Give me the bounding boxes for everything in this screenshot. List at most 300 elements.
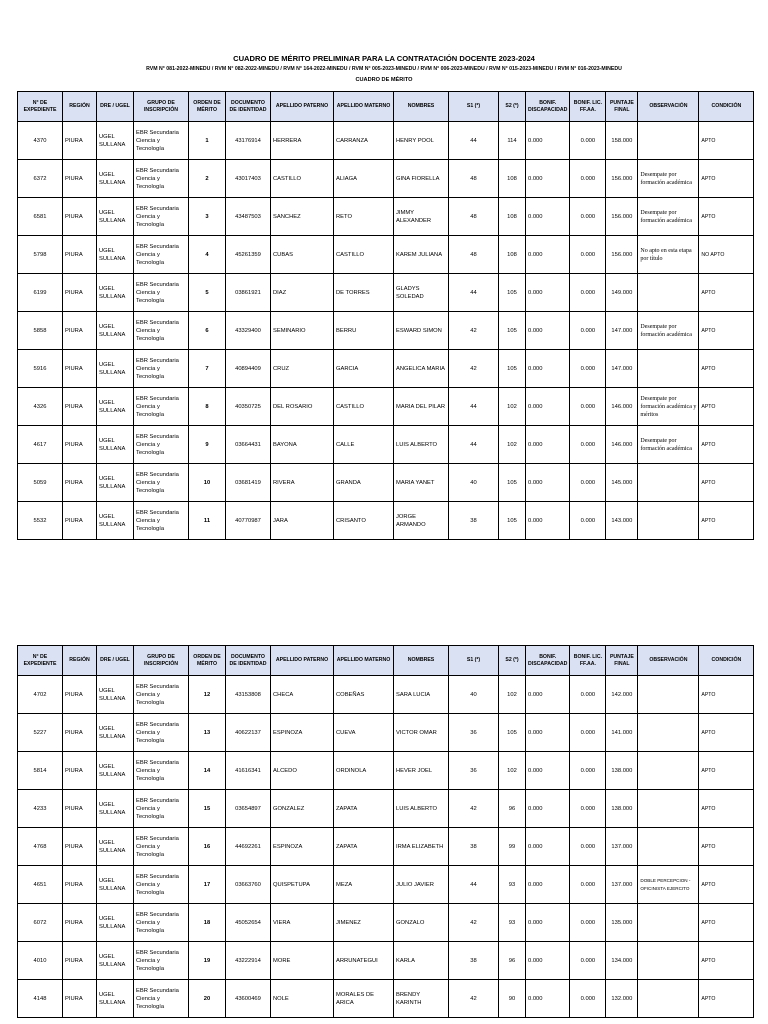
condicion-cell: APTO <box>699 942 754 980</box>
observacion-cell <box>638 676 699 714</box>
s1-cell: 36 <box>449 714 499 752</box>
apellido-paterno-cell: JARA <box>271 502 334 540</box>
table-row <box>18 236 754 274</box>
ugel-cell: UGEL SULLANA <box>97 790 134 828</box>
grupo-cell: EBR Secundaria Ciencia y Tecnología <box>134 426 189 464</box>
expediente-cell: 4148 <box>18 980 63 1018</box>
region-cell: PIURA <box>63 426 97 464</box>
table-row <box>18 904 754 942</box>
puntaje-cell: 142.000 <box>606 676 638 714</box>
documento-cell: 03861921 <box>226 274 271 312</box>
bonif-discapacidad-cell: 0.000 <box>526 122 570 160</box>
region-cell: PIURA <box>63 198 97 236</box>
orden-cell: 15 <box>189 790 226 828</box>
puntaje-cell: 137.000 <box>606 866 638 904</box>
condicion-cell: APTO <box>699 426 754 464</box>
expediente-cell: 5858 <box>18 312 63 350</box>
ugel-cell: UGEL SULLANA <box>97 714 134 752</box>
puntaje-cell: 137.000 <box>606 828 638 866</box>
documento-cell: 41616341 <box>226 752 271 790</box>
s1-cell: 38 <box>449 942 499 980</box>
apellido-materno-cell: MEZA <box>334 866 394 904</box>
observacion-cell <box>638 350 699 388</box>
puntaje-cell: 147.000 <box>606 312 638 350</box>
apellido-paterno-cell: ESPINOZA <box>271 714 334 752</box>
bonif-ffaa-cell: 0.000 <box>570 942 606 980</box>
condicion-cell: APTO <box>699 122 754 160</box>
condicion-cell: APTO <box>699 274 754 312</box>
s1-cell: 48 <box>449 198 499 236</box>
puntaje-cell: 141.000 <box>606 714 638 752</box>
s1-cell: 48 <box>449 160 499 198</box>
ugel-cell: UGEL SULLANA <box>97 464 134 502</box>
ugel-cell: UGEL SULLANA <box>97 676 134 714</box>
puntaje-cell: 149.000 <box>606 274 638 312</box>
region-cell: PIURA <box>63 790 97 828</box>
table-row <box>18 426 754 464</box>
condicion-cell: APTO <box>699 714 754 752</box>
documento-cell: 40350725 <box>226 388 271 426</box>
expediente-cell: 4326 <box>18 388 63 426</box>
orden-cell: 5 <box>189 274 226 312</box>
s2-cell: 105 <box>499 350 526 388</box>
bonif-ffaa-cell: 0.000 <box>570 426 606 464</box>
table-row <box>18 464 754 502</box>
observacion-cell: Desempate por formación académica <box>638 198 699 236</box>
condicion-cell: APTO <box>699 866 754 904</box>
nombres-cell: HEVER JOEL <box>394 752 449 790</box>
table-header-row <box>18 92 754 122</box>
apellido-paterno-cell: ESPINOZA <box>271 828 334 866</box>
nombres-cell: MARIA DEL PILAR <box>394 388 449 426</box>
column-header: DRE / UGEL <box>97 92 134 122</box>
observacion-cell: Desempate por formación académica y méritos <box>638 388 699 426</box>
ugel-cell: UGEL SULLANA <box>97 274 134 312</box>
apellido-materno-cell: ORDINOLA <box>334 752 394 790</box>
condicion-cell: APTO <box>699 464 754 502</box>
s2-cell: 105 <box>499 464 526 502</box>
column-header: S1 (*) <box>449 646 499 676</box>
table-row <box>18 828 754 866</box>
expediente-cell: 5059 <box>18 464 63 502</box>
column-header: N° DE EXPEDIENTE <box>18 646 63 676</box>
bonif-ffaa-cell: 0.000 <box>570 502 606 540</box>
table-header-row <box>18 646 754 676</box>
nombres-cell: SARA LUCIA <box>394 676 449 714</box>
puntaje-cell: 146.000 <box>606 426 638 464</box>
orden-cell: 20 <box>189 980 226 1018</box>
apellido-paterno-cell: DEL ROSARIO <box>271 388 334 426</box>
region-cell: PIURA <box>63 236 97 274</box>
observacion-cell <box>638 790 699 828</box>
expediente-cell: 4233 <box>18 790 63 828</box>
grupo-cell: EBR Secundaria Ciencia y Tecnología <box>134 198 189 236</box>
apellido-paterno-cell: VIERA <box>271 904 334 942</box>
table-row <box>18 388 754 426</box>
condicion-cell: APTO <box>699 752 754 790</box>
s1-cell: 36 <box>449 752 499 790</box>
expediente-cell: 6199 <box>18 274 63 312</box>
column-header: DOCUMENTO DE IDENTIDAD <box>226 646 271 676</box>
observacion-cell <box>638 904 699 942</box>
column-header: S1 (*) <box>449 92 499 122</box>
ugel-cell: UGEL SULLANA <box>97 198 134 236</box>
bonif-ffaa-cell: 0.000 <box>570 350 606 388</box>
column-header: GRUPO DE INSCRIPCIÓN <box>134 92 189 122</box>
apellido-materno-cell: CALLE <box>334 426 394 464</box>
expediente-cell: 4768 <box>18 828 63 866</box>
orden-cell: 1 <box>189 122 226 160</box>
puntaje-cell: 156.000 <box>606 198 638 236</box>
apellido-paterno-cell: CASTILLO <box>271 160 334 198</box>
apellido-paterno-cell: MORE <box>271 942 334 980</box>
table-row <box>18 942 754 980</box>
column-header: DOCUMENTO DE IDENTIDAD <box>226 92 271 122</box>
orden-cell: 6 <box>189 312 226 350</box>
expediente-cell: 5798 <box>18 236 63 274</box>
s1-cell: 48 <box>449 236 499 274</box>
ugel-cell: UGEL SULLANA <box>97 236 134 274</box>
puntaje-cell: 146.000 <box>606 388 638 426</box>
s1-cell: 44 <box>449 866 499 904</box>
bonif-ffaa-cell: 0.000 <box>570 866 606 904</box>
s1-cell: 44 <box>449 122 499 160</box>
bonif-discapacidad-cell: 0.000 <box>526 904 570 942</box>
nombres-cell: LUIS ALBERTO <box>394 426 449 464</box>
apellido-materno-cell: ALIAGA <box>334 160 394 198</box>
expediente-cell: 6372 <box>18 160 63 198</box>
documento-cell: 43487503 <box>226 198 271 236</box>
orden-cell: 12 <box>189 676 226 714</box>
grupo-cell: EBR Secundaria Ciencia y Tecnología <box>134 980 189 1018</box>
documento-cell: 44692261 <box>226 828 271 866</box>
documento-cell: 43222914 <box>226 942 271 980</box>
bonif-ffaa-cell: 0.000 <box>570 676 606 714</box>
ugel-cell: UGEL SULLANA <box>97 904 134 942</box>
apellido-paterno-cell: GONZALEZ <box>271 790 334 828</box>
region-cell: PIURA <box>63 122 97 160</box>
column-header: CONDICIÓN <box>699 92 754 122</box>
s1-cell: 42 <box>449 350 499 388</box>
documento-cell: 43153808 <box>226 676 271 714</box>
condicion-cell: APTO <box>699 312 754 350</box>
column-header: S2 (*) <box>499 92 526 122</box>
documento-cell: 03663760 <box>226 866 271 904</box>
condicion-cell: APTO <box>699 198 754 236</box>
bonif-discapacidad-cell: 0.000 <box>526 312 570 350</box>
observacion-cell <box>638 942 699 980</box>
nombres-cell: BRENDY KARINTH <box>394 980 449 1018</box>
bonif-ffaa-cell: 0.000 <box>570 122 606 160</box>
expediente-cell: 5532 <box>18 502 63 540</box>
s2-cell: 108 <box>499 198 526 236</box>
bonif-discapacidad-cell: 0.000 <box>526 464 570 502</box>
documento-cell: 43017403 <box>226 160 271 198</box>
grupo-cell: EBR Secundaria Ciencia y Tecnología <box>134 866 189 904</box>
expediente-cell: 4702 <box>18 676 63 714</box>
observacion-cell <box>638 464 699 502</box>
bonif-ffaa-cell: 0.000 <box>570 388 606 426</box>
region-cell: PIURA <box>63 274 97 312</box>
expediente-cell: 4617 <box>18 426 63 464</box>
puntaje-cell: 138.000 <box>606 790 638 828</box>
column-header: BONIF. DISCAPACIDAD <box>526 92 570 122</box>
bonif-ffaa-cell: 0.000 <box>570 828 606 866</box>
condicion-cell: APTO <box>699 502 754 540</box>
bonif-discapacidad-cell: 0.000 <box>526 866 570 904</box>
bonif-discapacidad-cell: 0.000 <box>526 752 570 790</box>
apellido-materno-cell: JIMENEZ <box>334 904 394 942</box>
apellido-materno-cell: CASTILLO <box>334 388 394 426</box>
documento-cell: 03681419 <box>226 464 271 502</box>
region-cell: PIURA <box>63 714 97 752</box>
region-cell: PIURA <box>63 676 97 714</box>
orden-cell: 10 <box>189 464 226 502</box>
grupo-cell: EBR Secundaria Ciencia y Tecnología <box>134 676 189 714</box>
puntaje-cell: 147.000 <box>606 350 638 388</box>
table-row <box>18 350 754 388</box>
bonif-ffaa-cell: 0.000 <box>570 980 606 1018</box>
ugel-cell: UGEL SULLANA <box>97 752 134 790</box>
bonif-discapacidad-cell: 0.000 <box>526 790 570 828</box>
nombres-cell: LUIS ALBERTO <box>394 790 449 828</box>
ugel-cell: UGEL SULLANA <box>97 828 134 866</box>
table-row <box>18 502 754 540</box>
document-section-title: CUADRO DE MÉRITO <box>355 77 413 83</box>
documento-cell: 03654897 <box>226 790 271 828</box>
region-cell: PIURA <box>63 752 97 790</box>
condicion-cell: APTO <box>699 904 754 942</box>
s1-cell: 42 <box>449 904 499 942</box>
condicion-cell: NO APTO <box>699 236 754 274</box>
orden-cell: 8 <box>189 388 226 426</box>
s2-cell: 102 <box>499 752 526 790</box>
s2-cell: 105 <box>499 714 526 752</box>
table-row <box>18 714 754 752</box>
ugel-cell: UGEL SULLANA <box>97 312 134 350</box>
expediente-cell: 5227 <box>18 714 63 752</box>
condicion-cell: APTO <box>699 160 754 198</box>
apellido-materno-cell: RETO <box>334 198 394 236</box>
orden-cell: 14 <box>189 752 226 790</box>
bonif-ffaa-cell: 0.000 <box>570 752 606 790</box>
s2-cell: 99 <box>499 828 526 866</box>
nombres-cell: HENRY POOL <box>394 122 449 160</box>
region-cell: PIURA <box>63 160 97 198</box>
documento-cell: 03664431 <box>226 426 271 464</box>
bonif-discapacidad-cell: 0.000 <box>526 426 570 464</box>
apellido-paterno-cell: ALCEDO <box>271 752 334 790</box>
orden-cell: 16 <box>189 828 226 866</box>
column-header: APELLIDO PATERNO <box>271 646 334 676</box>
apellido-materno-cell: GARCIA <box>334 350 394 388</box>
apellido-materno-cell: CARRANZA <box>334 122 394 160</box>
apellido-paterno-cell: HERRERA <box>271 122 334 160</box>
documento-cell: 43600469 <box>226 980 271 1018</box>
expediente-cell: 6581 <box>18 198 63 236</box>
ugel-cell: UGEL SULLANA <box>97 866 134 904</box>
observacion-cell <box>638 122 699 160</box>
ugel-cell: UGEL SULLANA <box>97 160 134 198</box>
s1-cell: 44 <box>449 426 499 464</box>
puntaje-cell: 145.000 <box>606 464 638 502</box>
merit-table-1 <box>17 91 754 540</box>
apellido-paterno-cell: CRUZ <box>271 350 334 388</box>
orden-cell: 11 <box>189 502 226 540</box>
table-row <box>18 312 754 350</box>
s1-cell: 38 <box>449 828 499 866</box>
bonif-ffaa-cell: 0.000 <box>570 198 606 236</box>
s2-cell: 102 <box>499 426 526 464</box>
bonif-ffaa-cell: 0.000 <box>570 312 606 350</box>
document-subtitle: RVM N° 081-2022-MINEDU / RVM N° 082-2022-MINEDU / RVM N° 164-2022-MINEDU / RVM N° 005-2023-MINEDU / RVM N° 006-2023-MINEDU / RVM N° 015-2023-MINEDU / RVM N° 016-2023-MINEDU <box>146 66 622 72</box>
column-header: S2 (*) <box>499 646 526 676</box>
s1-cell: 44 <box>449 274 499 312</box>
bonif-discapacidad-cell: 0.000 <box>526 350 570 388</box>
observacion-cell <box>638 828 699 866</box>
bonif-discapacidad-cell: 0.000 <box>526 676 570 714</box>
observacion-cell: Desempate por formación académica <box>638 426 699 464</box>
table-row <box>18 980 754 1018</box>
orden-cell: 7 <box>189 350 226 388</box>
observacion-cell <box>638 274 699 312</box>
column-header: PUNTAJE FINAL <box>606 646 638 676</box>
region-cell: PIURA <box>63 502 97 540</box>
bonif-discapacidad-cell: 0.000 <box>526 942 570 980</box>
region-cell: PIURA <box>63 312 97 350</box>
s2-cell: 108 <box>499 160 526 198</box>
apellido-materno-cell: GRANDA <box>334 464 394 502</box>
bonif-ffaa-cell: 0.000 <box>570 274 606 312</box>
orden-cell: 17 <box>189 866 226 904</box>
apellido-paterno-cell: SEMINARIO <box>271 312 334 350</box>
table-row <box>18 790 754 828</box>
column-header: OBSERVACIÓN <box>638 646 699 676</box>
apellido-paterno-cell: BAYONA <box>271 426 334 464</box>
s1-cell: 42 <box>449 312 499 350</box>
ugel-cell: UGEL SULLANA <box>97 122 134 160</box>
expediente-cell: 5916 <box>18 350 63 388</box>
nombres-cell: KAREM JULIANA <box>394 236 449 274</box>
nombres-cell: ESWARD SIMON <box>394 312 449 350</box>
table-row <box>18 866 754 904</box>
s1-cell: 40 <box>449 676 499 714</box>
region-cell: PIURA <box>63 942 97 980</box>
s2-cell: 102 <box>499 388 526 426</box>
column-header: BONIF. LIC. FF.AA. <box>570 92 606 122</box>
s1-cell: 42 <box>449 790 499 828</box>
puntaje-cell: 158.000 <box>606 122 638 160</box>
ugel-cell: UGEL SULLANA <box>97 388 134 426</box>
nombres-cell: GINA FIORELLA <box>394 160 449 198</box>
documento-cell: 40622137 <box>226 714 271 752</box>
apellido-materno-cell: COBEÑAS <box>334 676 394 714</box>
puntaje-cell: 138.000 <box>606 752 638 790</box>
s2-cell: 105 <box>499 274 526 312</box>
expediente-cell: 4010 <box>18 942 63 980</box>
region-cell: PIURA <box>63 828 97 866</box>
bonif-discapacidad-cell: 0.000 <box>526 714 570 752</box>
apellido-materno-cell: ZAPATA <box>334 790 394 828</box>
column-header: CONDICIÓN <box>699 646 754 676</box>
table-row <box>18 160 754 198</box>
apellido-paterno-cell: RIVERA <box>271 464 334 502</box>
observacion-cell <box>638 714 699 752</box>
apellido-paterno-cell: DIAZ <box>271 274 334 312</box>
condicion-cell: APTO <box>699 388 754 426</box>
orden-cell: 9 <box>189 426 226 464</box>
grupo-cell: EBR Secundaria Ciencia y Tecnología <box>134 160 189 198</box>
column-header: REGIÓN <box>63 646 97 676</box>
nombres-cell: JIMMY ALEXANDER <box>394 198 449 236</box>
bonif-discapacidad-cell: 0.000 <box>526 198 570 236</box>
region-cell: PIURA <box>63 350 97 388</box>
s2-cell: 93 <box>499 904 526 942</box>
column-header: APELLIDO MATERNO <box>334 646 394 676</box>
nombres-cell: MARIA YANET <box>394 464 449 502</box>
condicion-cell: APTO <box>699 676 754 714</box>
s2-cell: 114 <box>499 122 526 160</box>
apellido-materno-cell: DE TORRES <box>334 274 394 312</box>
s1-cell: 40 <box>449 464 499 502</box>
bonif-discapacidad-cell: 0.000 <box>526 274 570 312</box>
table-row <box>18 676 754 714</box>
grupo-cell: EBR Secundaria Ciencia y Tecnología <box>134 904 189 942</box>
apellido-paterno-cell: NOLE <box>271 980 334 1018</box>
condicion-cell: APTO <box>699 790 754 828</box>
s2-cell: 90 <box>499 980 526 1018</box>
document-title: CUADRO DE MÉRITO PRELIMINAR PARA LA CONTRATACIÓN DOCENTE 2023-2024 <box>233 54 535 63</box>
column-header: OBSERVACIÓN <box>638 92 699 122</box>
region-cell: PIURA <box>63 904 97 942</box>
grupo-cell: EBR Secundaria Ciencia y Tecnología <box>134 942 189 980</box>
apellido-materno-cell: BERRU <box>334 312 394 350</box>
grupo-cell: EBR Secundaria Ciencia y Tecnología <box>134 752 189 790</box>
grupo-cell: EBR Secundaria Ciencia y Tecnología <box>134 236 189 274</box>
grupo-cell: EBR Secundaria Ciencia y Tecnología <box>134 828 189 866</box>
grupo-cell: EBR Secundaria Ciencia y Tecnología <box>134 502 189 540</box>
nombres-cell: VICTOR OMAR <box>394 714 449 752</box>
nombres-cell: IRMA ELIZABETH <box>394 828 449 866</box>
bonif-ffaa-cell: 0.000 <box>570 714 606 752</box>
puntaje-cell: 134.000 <box>606 942 638 980</box>
orden-cell: 19 <box>189 942 226 980</box>
table-row <box>18 752 754 790</box>
bonif-discapacidad-cell: 0.000 <box>526 160 570 198</box>
column-header: DRE / UGEL <box>97 646 134 676</box>
puntaje-cell: 132.000 <box>606 980 638 1018</box>
column-header: BONIF. LIC. FF.AA. <box>570 646 606 676</box>
apellido-materno-cell: CASTILLO <box>334 236 394 274</box>
ugel-cell: UGEL SULLANA <box>97 350 134 388</box>
apellido-paterno-cell: SANCHEZ <box>271 198 334 236</box>
nombres-cell: JORGE ARMANDO <box>394 502 449 540</box>
grupo-cell: EBR Secundaria Ciencia y Tecnología <box>134 714 189 752</box>
column-header: ORDEN DE MÉRITO <box>189 646 226 676</box>
s2-cell: 102 <box>499 676 526 714</box>
observacion-cell: Desempate por formación académica <box>638 160 699 198</box>
nombres-cell: GLADYS SOLEDAD <box>394 274 449 312</box>
column-header: N° DE EXPEDIENTE <box>18 92 63 122</box>
apellido-materno-cell: MORALES DE ARICA <box>334 980 394 1018</box>
nombres-cell: JULIO JAVIER <box>394 866 449 904</box>
documento-cell: 45261359 <box>226 236 271 274</box>
ugel-cell: UGEL SULLANA <box>97 502 134 540</box>
ugel-cell: UGEL SULLANA <box>97 426 134 464</box>
puntaje-cell: 135.000 <box>606 904 638 942</box>
region-cell: PIURA <box>63 866 97 904</box>
table-row <box>18 198 754 236</box>
